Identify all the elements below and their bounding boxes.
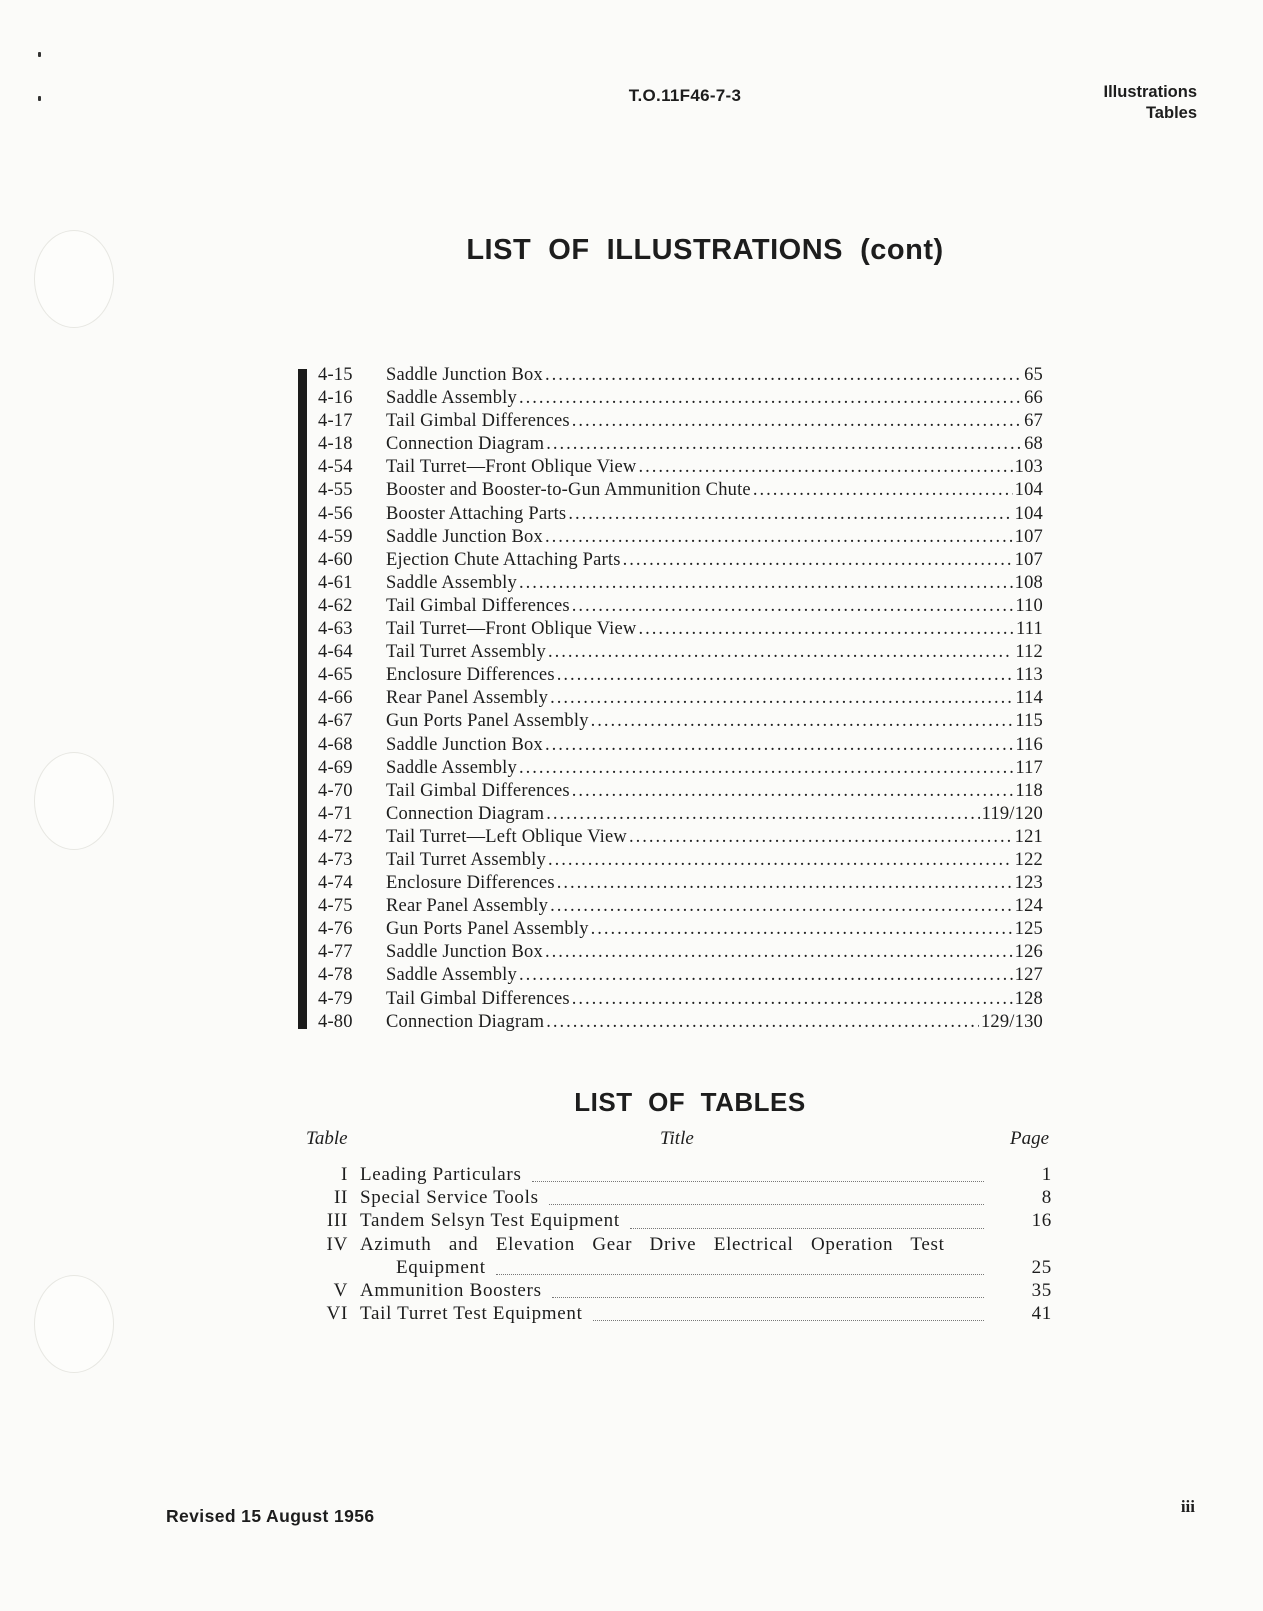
dot-leader <box>572 781 1014 802</box>
figure-number: 4-72 <box>318 826 353 847</box>
figure-number: 4-78 <box>318 965 353 986</box>
document-number: T.O.11F46-7-3 <box>628 86 742 105</box>
table-number: III <box>326 1210 348 1232</box>
figure-number: 4-73 <box>318 849 353 870</box>
illustration-row <box>318 619 1043 642</box>
figure-page: 119/120 <box>981 803 1043 824</box>
figure-title: Tail Turret—Front Oblique View <box>386 457 637 478</box>
illustration-row <box>318 642 1043 665</box>
table-number: V <box>333 1279 348 1301</box>
illustrations-heading: LIST OF ILLUSTRATIONS (cont) <box>466 234 944 266</box>
figure-number: 4-68 <box>318 734 353 755</box>
figure-number: 4-18 <box>318 434 353 455</box>
table-row <box>300 1210 1052 1233</box>
illustration-row <box>318 480 1043 503</box>
figure-number: 4-79 <box>318 988 353 1009</box>
illustration-row <box>318 758 1043 781</box>
figure-title: Rear Panel Assembly <box>386 896 549 917</box>
revision-date: Revised 15 August 1956 <box>166 1506 375 1526</box>
figure-title: Gun Ports Panel Assembly <box>386 919 589 940</box>
figure-number: 4-64 <box>318 642 353 663</box>
illustration-row <box>318 434 1043 457</box>
dot-leader <box>548 642 1013 663</box>
dot-leader <box>496 1273 984 1275</box>
figure-page: 128 <box>1014 988 1043 1009</box>
dot-leader <box>557 665 1014 686</box>
dot-leader <box>546 1012 979 1033</box>
illustration-row <box>318 527 1043 550</box>
figure-page: 112 <box>1015 642 1043 663</box>
figure-page: 104 <box>1014 503 1043 524</box>
figure-page: 116 <box>1015 734 1043 755</box>
figure-page: 108 <box>1014 572 1043 593</box>
illustration-row <box>318 942 1043 965</box>
margin-mark <box>38 96 41 101</box>
figure-title: Connection Diagram <box>386 1011 545 1032</box>
table-row <box>300 1187 1052 1210</box>
table-page: 1 <box>1041 1164 1052 1185</box>
illustration-row <box>318 573 1043 596</box>
figure-number: 4-55 <box>318 480 353 501</box>
illustration-row <box>318 827 1043 850</box>
figure-title: Saddle Junction Box <box>386 734 543 755</box>
figure-page: 114 <box>1015 688 1043 709</box>
figure-title: Booster Attaching Parts <box>386 503 567 524</box>
figure-page: 126 <box>1014 942 1043 963</box>
illustration-row <box>318 388 1043 411</box>
table-number: VI <box>326 1303 348 1325</box>
illustrations-list <box>318 365 1043 1035</box>
illustration-row <box>318 457 1043 480</box>
dot-leader <box>545 942 1013 963</box>
table-title: Special Service Tools <box>360 1187 539 1209</box>
dot-leader <box>568 504 1012 525</box>
figure-page: 113 <box>1015 665 1043 686</box>
figure-number: 4-70 <box>318 780 353 801</box>
dot-leader <box>546 804 979 825</box>
figure-page: 104 <box>1014 480 1043 501</box>
figure-title: Tail Gimbal Differences <box>386 411 570 432</box>
section-label-illustrations: Illustrations <box>1103 83 1197 101</box>
table-title: Tail Turret Test Equipment <box>360 1303 583 1325</box>
figure-title: Tail Gimbal Differences <box>386 595 570 616</box>
dot-leader <box>545 527 1013 548</box>
figure-number: 4-62 <box>318 595 353 616</box>
dot-leader <box>753 480 1013 501</box>
figure-title: Tail Turret—Left Oblique View <box>386 826 627 847</box>
column-header-page: Page <box>1010 1128 1050 1149</box>
dot-leader <box>629 827 1013 848</box>
column-header-table: Table <box>306 1128 348 1149</box>
figure-number: 4-54 <box>318 457 353 478</box>
tables-list <box>300 1164 1052 1326</box>
figure-page: 67 <box>1024 411 1043 432</box>
illustration-row <box>318 989 1043 1012</box>
figure-page: 118 <box>1015 780 1043 801</box>
dot-leader <box>591 711 1014 732</box>
dot-leader <box>572 989 1013 1010</box>
dot-leader <box>557 873 1013 894</box>
table-title: Azimuth and Elevation Gear Drive Electrical Operation Test <box>360 1233 945 1255</box>
dot-leader <box>638 619 1014 640</box>
figure-title: Saddle Assembly <box>386 757 517 778</box>
section-labels <box>1103 82 1197 124</box>
column-header-title: Title <box>660 1128 694 1149</box>
dot-leader <box>623 550 1013 571</box>
illustration-row <box>318 873 1043 896</box>
figure-title: Rear Panel Assembly <box>386 688 549 709</box>
dot-leader <box>519 388 1022 409</box>
figure-number: 4-77 <box>318 942 353 963</box>
figure-title: Tail Turret—Front Oblique View <box>386 619 637 640</box>
table-number: IV <box>326 1233 348 1255</box>
dot-leader <box>545 735 1013 756</box>
table-page: 35 <box>1031 1279 1052 1301</box>
figure-number: 4-65 <box>318 665 353 686</box>
table-row-continuation <box>300 1257 1052 1280</box>
figure-number: 4-76 <box>318 919 353 940</box>
dot-leader <box>545 365 1022 386</box>
dot-leader <box>519 758 1013 779</box>
figure-page: 68 <box>1024 434 1043 455</box>
figure-number: 4-69 <box>318 757 353 778</box>
punch-hole-middle <box>34 752 114 850</box>
dot-leader <box>546 434 1022 455</box>
figure-title: Saddle Junction Box <box>386 526 543 547</box>
illustration-row <box>318 596 1043 619</box>
illustration-row <box>318 365 1043 388</box>
figure-title: Saddle Junction Box <box>386 942 543 963</box>
illustration-row <box>318 850 1043 873</box>
figure-page: 107 <box>1014 526 1043 547</box>
illustration-row <box>318 919 1043 942</box>
illustration-row <box>318 411 1043 434</box>
figure-number: 4-80 <box>318 1011 353 1032</box>
illustration-row <box>318 1012 1043 1035</box>
figure-title: Tail Gimbal Differences <box>386 988 570 1009</box>
figure-number: 4-61 <box>318 572 353 593</box>
table-number: I <box>340 1164 348 1185</box>
dot-leader <box>638 457 1012 478</box>
dot-leader <box>532 1180 984 1182</box>
figure-page: 123 <box>1014 873 1043 894</box>
illustration-row <box>318 735 1043 758</box>
figure-title: Saddle Junction Box <box>386 365 543 385</box>
illustration-row <box>318 504 1043 527</box>
dot-leader <box>519 965 1013 986</box>
figure-title: Ejection Chute Attaching Parts <box>386 549 621 570</box>
figure-title: Connection Diagram <box>386 803 545 824</box>
figure-page: 111 <box>1016 619 1043 640</box>
figure-title: Saddle Assembly <box>386 572 517 593</box>
figure-title: Tail Turret Assembly <box>386 849 546 870</box>
illustration-row <box>318 781 1043 804</box>
dot-leader <box>550 896 1013 917</box>
dot-leader <box>519 573 1013 594</box>
figure-title: Enclosure Differences <box>386 665 555 686</box>
figure-page: 127 <box>1014 965 1043 986</box>
dot-leader <box>593 1319 984 1321</box>
figure-page: 117 <box>1015 757 1043 778</box>
figure-title: Saddle Assembly <box>386 388 517 409</box>
figure-page: 122 <box>1014 849 1043 870</box>
figure-number: 4-71 <box>318 803 353 824</box>
figure-title: Enclosure Differences <box>386 873 555 894</box>
dot-leader <box>572 411 1022 432</box>
figure-title: Saddle Assembly <box>386 965 517 986</box>
figure-page: 65 <box>1024 365 1043 385</box>
dot-leader <box>549 1203 984 1205</box>
figure-page: 110 <box>1015 595 1043 616</box>
table-title: Ammunition Boosters <box>360 1279 542 1301</box>
table-title: Leading Particulars <box>360 1164 522 1185</box>
figure-number: 4-15 <box>318 365 353 385</box>
figure-title: Gun Ports Panel Assembly <box>386 711 589 732</box>
illustration-row <box>318 896 1043 919</box>
figure-page: 125 <box>1014 919 1043 940</box>
tables-heading: LIST OF TABLES <box>574 1087 806 1117</box>
figure-page: 115 <box>1015 711 1043 732</box>
section-label-tables: Tables <box>1145 104 1197 122</box>
dot-leader <box>572 596 1014 617</box>
figure-title: Tail Gimbal Differences <box>386 780 570 801</box>
page-number: iii <box>1180 1497 1195 1516</box>
figure-number: 4-63 <box>318 619 353 640</box>
illustration-row <box>318 711 1043 734</box>
table-page: 41 <box>1031 1303 1052 1325</box>
table-page: 25 <box>1031 1256 1052 1278</box>
figure-number: 4-56 <box>318 503 353 524</box>
figure-number: 4-59 <box>318 526 353 547</box>
figure-number: 4-75 <box>318 896 353 917</box>
figure-number: 4-74 <box>318 873 353 894</box>
figure-title: Tail Turret Assembly <box>386 642 546 663</box>
table-row <box>300 1303 1052 1326</box>
figure-page: 66 <box>1024 388 1043 409</box>
illustration-row <box>318 550 1043 573</box>
figure-title: Connection Diagram <box>386 434 545 455</box>
table-number: II <box>333 1187 348 1209</box>
figure-page: 129/130 <box>980 1011 1043 1032</box>
dot-leader <box>591 919 1013 940</box>
punch-hole-top <box>34 230 114 328</box>
table-row <box>300 1234 1052 1257</box>
table-page: 16 <box>1031 1210 1052 1232</box>
dot-leader <box>548 850 1013 871</box>
illustration-row <box>318 804 1043 827</box>
figure-number: 4-60 <box>318 549 353 570</box>
figure-page: 107 <box>1014 549 1043 570</box>
illustration-row <box>318 665 1043 688</box>
figure-number: 4-66 <box>318 688 353 709</box>
margin-mark <box>38 52 41 57</box>
figure-number: 4-16 <box>318 388 353 409</box>
dot-leader <box>550 688 1013 709</box>
illustration-row <box>318 688 1043 711</box>
figure-page: 121 <box>1014 826 1043 847</box>
illustration-row <box>318 965 1043 988</box>
figure-number: 4-17 <box>318 411 353 432</box>
figure-number: 4-67 <box>318 711 353 732</box>
figure-title: Booster and Booster-to-Gun Ammunition Chute <box>386 480 751 501</box>
dot-leader <box>630 1227 984 1229</box>
table-title: Tandem Selsyn Test Equipment <box>360 1210 620 1232</box>
table-row <box>300 1164 1052 1187</box>
figure-page: 124 <box>1014 896 1043 917</box>
table-page: 8 <box>1041 1187 1052 1209</box>
revision-change-bar <box>298 369 307 1029</box>
table-title-continuation: Equipment <box>396 1256 486 1278</box>
table-row <box>300 1280 1052 1303</box>
dot-leader <box>552 1296 984 1298</box>
figure-page: 103 <box>1014 457 1043 478</box>
punch-hole-bottom <box>34 1275 114 1373</box>
